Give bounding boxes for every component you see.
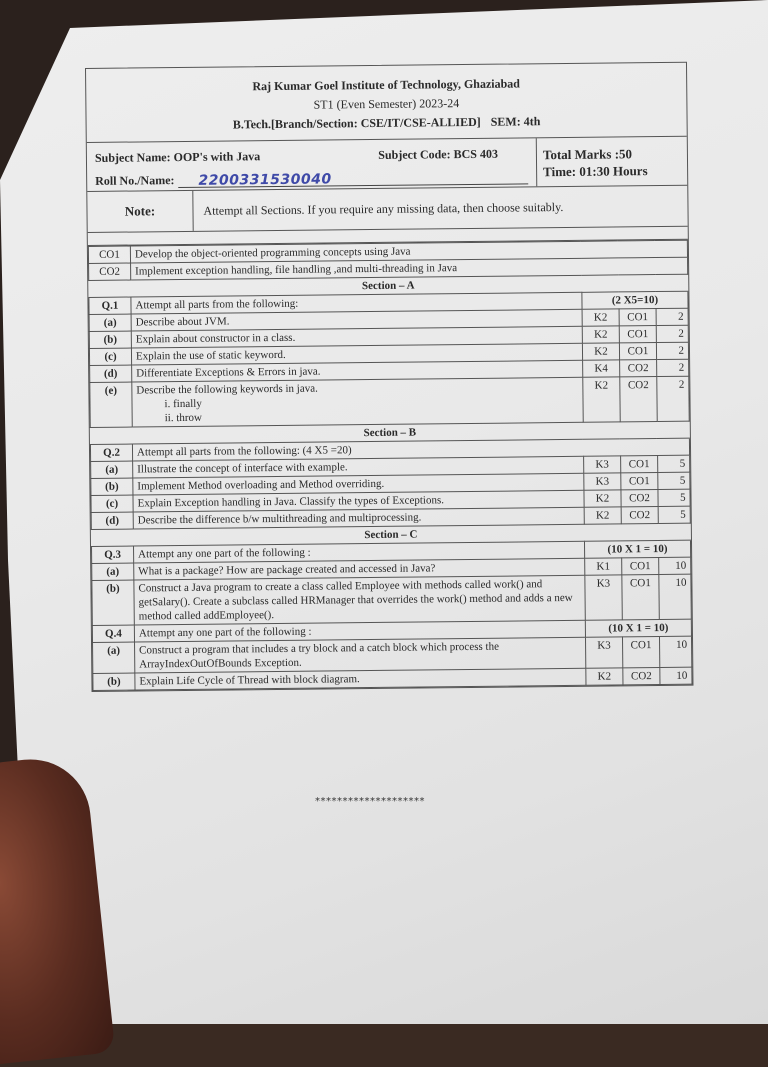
part-co: CO1 bbox=[621, 473, 658, 490]
question-number: Q.1 bbox=[89, 297, 131, 314]
part-k: K3 bbox=[584, 456, 621, 473]
part-text: What is a package? How are package created and accessed in Java? bbox=[134, 558, 585, 580]
part-co: CO2 bbox=[620, 360, 657, 377]
part-marks: 2 bbox=[657, 376, 690, 421]
part-row bbox=[90, 376, 689, 427]
note-text: Attempt all Sections. If you require any missing data, then choose suitably. bbox=[203, 199, 564, 218]
part-marks: 10 bbox=[660, 667, 692, 684]
part-marks: 10 bbox=[659, 636, 691, 667]
part-label: (c) bbox=[89, 348, 131, 365]
part-co: CO1 bbox=[619, 326, 656, 343]
part-k: K2 bbox=[584, 507, 621, 524]
part-label: (b) bbox=[93, 673, 135, 690]
subject-code: Subject Code: BCS 403 bbox=[378, 146, 498, 162]
part-co: CO1 bbox=[622, 575, 659, 620]
part-marks: 10 bbox=[659, 574, 692, 619]
part-marks: 5 bbox=[658, 455, 690, 472]
part-label: (d) bbox=[91, 512, 133, 529]
subject-name: Subject Name: OOP's with Java bbox=[94, 149, 261, 165]
part-k: K3 bbox=[584, 473, 621, 490]
question-number: Q.3 bbox=[92, 546, 134, 563]
part-label: (b) bbox=[91, 478, 133, 495]
exam-title: ST1 (Even Semester) 2023-24 bbox=[313, 96, 460, 112]
part-marks: 10 bbox=[659, 557, 691, 574]
total-marks: Total Marks :50 bbox=[542, 146, 633, 163]
subject-row bbox=[95, 146, 528, 166]
marks-time bbox=[537, 137, 687, 187]
part-co: CO2 bbox=[621, 507, 658, 524]
part-marks: 2 bbox=[656, 342, 688, 359]
part-text: Explain the use of static keyword. bbox=[131, 343, 582, 365]
subject-info-left bbox=[87, 138, 537, 191]
part-marks: 2 bbox=[656, 308, 688, 325]
part-marks: 2 bbox=[656, 325, 688, 342]
roll-field bbox=[178, 169, 528, 188]
question-instruction: Attempt any one part of the following : bbox=[134, 620, 585, 642]
part-label: (b) bbox=[92, 580, 134, 625]
part-text: Explain Life Cycle of Thread with block diagram. bbox=[135, 668, 586, 690]
roll-number-handwritten: 2200331530040 bbox=[198, 171, 332, 189]
question-marks: (2 X5=10) bbox=[582, 291, 688, 309]
questions-table bbox=[88, 240, 693, 691]
part-k: K2 bbox=[583, 377, 620, 422]
part-text-block bbox=[132, 377, 583, 427]
part-co: CO2 bbox=[621, 490, 658, 507]
part-label: (d) bbox=[90, 365, 132, 382]
part-row bbox=[92, 574, 691, 625]
part-text: Implement Method overloading and Method overriding. bbox=[133, 473, 584, 495]
co-code: CO1 bbox=[88, 246, 130, 263]
part-label: (a) bbox=[91, 461, 133, 478]
co-code: CO2 bbox=[89, 263, 131, 280]
question-number: Q.2 bbox=[90, 444, 132, 461]
section-title: Section – B bbox=[90, 421, 689, 444]
part-text: Describe the difference b/w multithreading and multiprocessing. bbox=[133, 507, 584, 529]
part-co: CO1 bbox=[622, 558, 659, 575]
part-co: CO1 bbox=[619, 343, 656, 360]
part-k: K2 bbox=[586, 668, 623, 685]
semester: SEM: 4th bbox=[490, 114, 541, 129]
branch: B.Tech.[Branch/Section: CSE/IT/CSE-ALLIED] bbox=[232, 114, 481, 132]
subject-info bbox=[87, 137, 687, 192]
part-subitem: ii. throw bbox=[164, 411, 203, 425]
question-marks: (10 X 1 = 10) bbox=[584, 540, 690, 558]
note-row bbox=[87, 186, 687, 233]
part-k: K2 bbox=[582, 309, 619, 326]
institute-name: Raj Kumar Goel Institute of Technology, Ghaziabad bbox=[252, 76, 520, 94]
part-text: Differentiate Exceptions & Errors in java. bbox=[132, 360, 583, 382]
question-instruction: Attempt all parts from the following: bbox=[131, 292, 582, 314]
part-label: (a) bbox=[89, 314, 131, 331]
part-text: Describe about JVM. bbox=[131, 309, 582, 331]
part-co: CO2 bbox=[623, 668, 660, 685]
part-label: (c) bbox=[91, 495, 133, 512]
part-co: CO2 bbox=[620, 377, 657, 422]
part-label: (a) bbox=[92, 563, 134, 580]
section-title: Section – C bbox=[91, 523, 690, 546]
part-k: K1 bbox=[585, 558, 622, 575]
part-text: Explain Exception handling in Java. Classify the types of Exceptions. bbox=[133, 490, 584, 512]
co-text: Develop the object-oriented programming concepts using Java bbox=[130, 240, 687, 263]
roll-row bbox=[95, 169, 528, 189]
part-label: (b) bbox=[89, 331, 131, 348]
part-co: CO1 bbox=[621, 456, 658, 473]
part-text: Describe the following keywords in java. bbox=[136, 382, 318, 397]
part-subitem: i. finally bbox=[164, 397, 202, 411]
question-number: Q.4 bbox=[92, 625, 134, 642]
question-instruction: Attempt any one part of the following : bbox=[134, 541, 585, 563]
time: Time: 01:30 Hours bbox=[543, 163, 648, 180]
part-label: (a) bbox=[93, 642, 135, 673]
part-co: CO1 bbox=[622, 637, 659, 668]
part-text: Construct a program that includes a try block and a catch block which process the ArrayIndexOutOfBounds Exception. bbox=[135, 637, 586, 673]
question-instruction: Attempt all parts from the following: (4 X5 =20) bbox=[132, 438, 689, 461]
part-marks: 5 bbox=[658, 472, 690, 489]
part-co: CO1 bbox=[619, 309, 656, 326]
part-k: K2 bbox=[582, 343, 619, 360]
co-text: Implement exception handling, file handling ,and multi-threading in Java bbox=[131, 257, 688, 280]
end-of-paper-stars: ******************** bbox=[315, 796, 425, 807]
roll-label: Roll No./Name: bbox=[95, 173, 175, 188]
part-text: Illustrate the concept of interface with example. bbox=[133, 456, 584, 478]
section-title: Section – A bbox=[89, 274, 688, 297]
part-k: K2 bbox=[582, 326, 619, 343]
question-marks: (10 X 1 = 10) bbox=[585, 619, 691, 637]
part-label: (e) bbox=[90, 382, 132, 427]
question-paper-sheet bbox=[85, 62, 694, 692]
paper-header bbox=[86, 63, 687, 143]
part-marks: 2 bbox=[657, 359, 689, 376]
part-text: Construct a Java program to create a class called Employee with methods called work() and getSalary(). Create a subclass called HRManager that overrides the work() method and adds a new method called addEmployee(). bbox=[134, 575, 585, 625]
part-marks: 5 bbox=[658, 489, 690, 506]
part-marks: 5 bbox=[658, 506, 690, 523]
part-k: K3 bbox=[585, 575, 622, 620]
note-label: Note: bbox=[87, 191, 193, 232]
part-k: K4 bbox=[583, 360, 620, 377]
part-k: K3 bbox=[585, 637, 622, 668]
part-text: Explain about constructor in a class. bbox=[131, 326, 582, 348]
part-k: K2 bbox=[584, 490, 621, 507]
